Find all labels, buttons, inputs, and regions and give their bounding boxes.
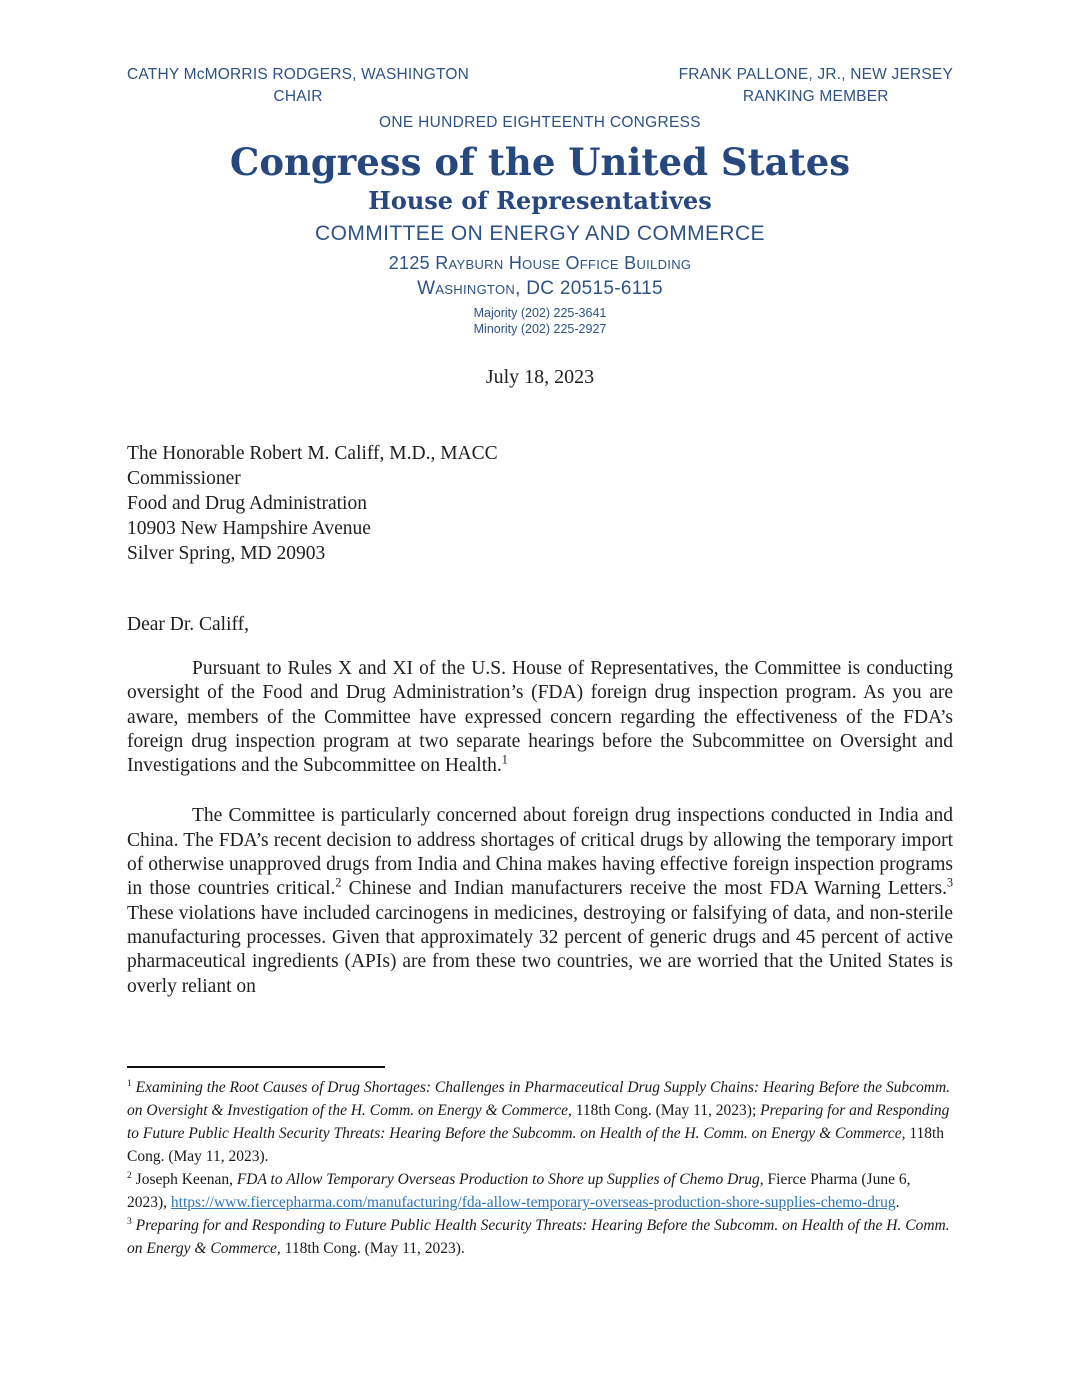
citation-title: FDA to Allow Temporary Overseas Production to Shore up Supplies of Chemo Drug <box>236 1171 760 1188</box>
body-paragraph-2: The Committee is particularly concerned about foreign drug inspections conducted in India and China. The FDA’s recent decision to address shortages of critical drugs by allowing the temporary import of otherwise unapproved drugs from India and China makes having effective foreign inspection programs in those countries critical.$^2$ Chinese and Indian manufacturers receive the most FDA Warning Letters.$^3$ These violations have included carcinogens in medicines, destroying or falsifying of data, and non-sterile manufacturing processes. Given that approximately 32 percent of generic drugs and 45 percent of active pharmaceutical ingredients (APIs) are from these two countries, we are worried that the United States is overly reliant on <box>127 805 953 997</box>
ranking-member-block <box>679 64 953 108</box>
footnote-reference: 3 <box>127 1215 132 1227</box>
footnote-reference: 2 <box>127 1169 132 1181</box>
footnote-3: $^3$ Preparing for and Responding to Future Public Health Security Threats: Hearing Before the Subcomm. on Health of the H. Comm. on Energy & Commerce, 118th Cong. (May 11, 2023). <box>127 1215 950 1257</box>
recipient-title: Commissioner <box>127 468 241 489</box>
footnote-reference: 2 <box>335 875 342 890</box>
house-title: House of Representatives <box>368 186 712 215</box>
committee-name: COMMITTEE ON ENERGY AND COMMERCE <box>315 222 765 245</box>
citation-title: Examining the Root Causes of Drug Shortages: Challenges in Pharmaceutical Drug Supply Chains: Hearing Before the Subcomm. on Oversight & Investigation of the H. Comm. on Energy & Commerce <box>127 1079 951 1119</box>
minority-phone: Minority (202) 225-2927 <box>473 321 607 336</box>
leadership-row <box>127 64 953 108</box>
footnote-reference: 3 <box>946 875 953 890</box>
congress-session-line: ONE HUNDRED EIGHTEENTH CONGRESS <box>379 114 701 131</box>
footnote-separator <box>127 1066 385 1068</box>
recipient-city: Silver Spring, MD 20903 <box>127 543 326 564</box>
chair-name: CATHY McMORRIS RODGERS, WASHINGTON <box>127 66 470 83</box>
city-address: Washington, DC 20515-6115 <box>417 278 663 299</box>
ranking-member-name: FRANK PALLONE, JR., NEW JERSEY <box>678 66 953 83</box>
citation-title: Preparing for and Responding to Future Public Health Security Threats: Hearing Before the Subcomm. on Health of the H. Comm. on Energy & Commerce, <box>127 1217 950 1257</box>
footnote-2: $^2$ Joseph Keenan, FDA to Allow Temporary Overseas Production to Shore up Supplies of Chemo Drug, Fierce Pharma (June 6, 2023), https://www.fiercepharma.com/manufacturing/fda-allow-temporary-overseas-production-shore-supplies-chemo-drug. <box>127 1169 911 1211</box>
chair-title: CHAIR <box>273 88 323 105</box>
majority-phone: Majority (202) 225-3641 <box>473 306 607 320</box>
building-address: 2125 Rayburn House Office Building <box>388 253 692 273</box>
recipient-block <box>127 441 953 566</box>
footnote-reference: 1 <box>501 752 508 767</box>
footnotes-section <box>127 1066 953 1260</box>
congress-title: Congress of the United States <box>229 140 851 184</box>
letter-date: July 18, 2023 <box>485 366 595 388</box>
recipient-street: 10903 New Hampshire Avenue <box>127 518 371 539</box>
recipient-agency: Food and Drug Administration <box>127 493 367 514</box>
footnote-reference: 1 <box>127 1077 132 1089</box>
footnote-1: $^1$ Examining the Root Causes of Drug Shortages: Challenges in Pharmaceutical Drug Supply Chains: Hearing Before the Subcomm. on Oversight & Investigation of the H. Comm. on Energy & Commerce, 118th Cong. (May 11, 2023); Preparing for and Responding to Future Public Health Security Threats: Hearing Before the Subcomm. on Health of the H. Comm. on Energy & Commerce, 118th Cong. (May 11, 2023). <box>127 1077 951 1165</box>
body-paragraph-1: Pursuant to Rules X and XI of the U.S. House of Representatives, the Committee is conducting oversight of the Food and Drug Administration’s (FDA) foreign drug inspection program. As you are aware, members of the Committee have expressed concern regarding the effectiveness of the FDA’s foreign drug inspection program at two separate hearings before the Subcommittee on Oversight and Investigations and the Subcommittee on Health.$^1$ <box>127 658 953 777</box>
salutation: Dear Dr. Califf, <box>127 614 250 635</box>
letterhead <box>127 0 953 337</box>
footnote-link[interactable]: https://www.fiercepharma.com/manufacturing/fda-allow-temporary-overseas-production-shore-supplies-chemo-drug <box>170 1194 896 1211</box>
citation-title: Preparing for and Responding to Future Public Health Security Threats: Hearing Before the Subcomm. on Health of the H. Comm. on Energy & Commerce, <box>127 1102 950 1142</box>
recipient-name: The Honorable Robert M. Califf, M.D., MACC <box>127 443 498 464</box>
chair-block <box>127 64 469 108</box>
ranking-member-title: RANKING MEMBER <box>742 88 889 105</box>
